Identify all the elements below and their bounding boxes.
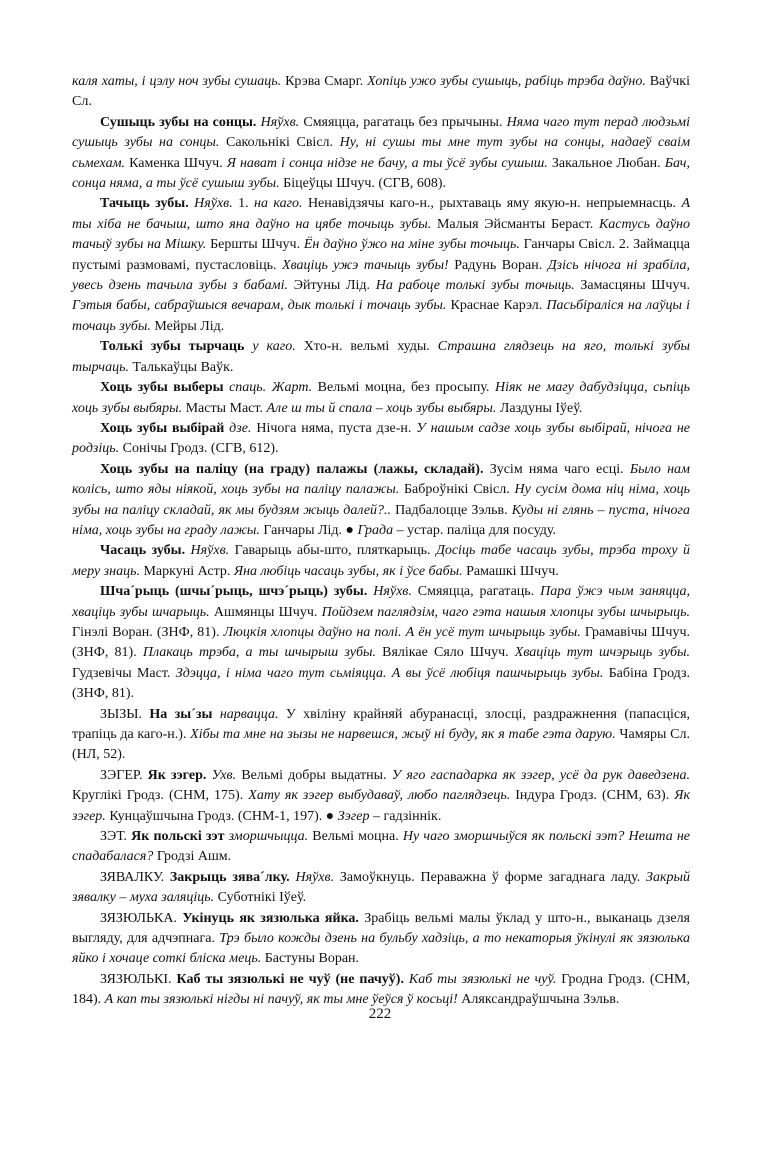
entries-column <box>72 72 690 1011</box>
italic-text: Няўхв. <box>260 114 300 130</box>
plain-text: Індура Гродз. (СНМ, 63). <box>510 788 675 804</box>
italic-text: Няўхв. <box>373 584 412 600</box>
italic-text: Плакаць трэба, а ты шчырыш зубы. <box>142 645 376 661</box>
plain-text: Кунцаўшчына Гродз. (СНМ-1, 197). ● <box>105 808 338 824</box>
italic-text: Пара ўжэ чым заняцца, хваціць зубы шчарыць. <box>72 584 690 620</box>
plain-text: Сонічы Гродз. (СГВ, 612). <box>119 441 279 457</box>
dictionary-entry <box>72 194 690 337</box>
plain-text: Эйтуны Лід. <box>288 278 376 294</box>
italic-text: Няўхв. <box>190 543 230 559</box>
plain-text: Хто-н. вельмі худы. <box>295 339 438 355</box>
plain-text: У хвіліну крайняй абуранасці, злосці, раздражнення (папасціся, трапіць да каго-н.). <box>72 706 691 742</box>
headword: Як зэгер. <box>147 767 207 783</box>
headword: Хоць зубы выбірай <box>100 420 225 436</box>
italic-text: Страшна глядзець на яго, толькі зубы тырчаць. <box>72 339 691 375</box>
plain-text: – гадзіннік. <box>369 808 442 824</box>
plain-text: Ненавідзячы каго-н., рыхтаваць яму якую-н. непрыемнасць. <box>302 196 682 212</box>
italic-text: Здэцца, і німа чаго тут сьміяцца. А вы ўсё любіця пашчырыць зубы. <box>175 665 604 681</box>
italic-text: Ну, ні сушы ты мне тут зубы на сонцы, надаеў сваім сьмехам. <box>72 135 691 171</box>
plain-text: Суботнікі Іўеў. <box>214 890 307 906</box>
headword: Каб ты зязюлькі не чуў (не пачуў). <box>176 971 404 987</box>
dictionary-entry <box>72 868 690 909</box>
plain-text: Ваўчкі Сл. <box>72 74 690 110</box>
italic-text: Няўхв. <box>295 869 335 885</box>
dictionary-entry <box>72 113 690 195</box>
dictionary-entry <box>72 460 690 542</box>
plain-text: Крэва Смарг. <box>281 74 368 89</box>
italic-text: Хібы та мне на зызы не нарвешся, жыў ні буду, як я табе гэта дарую. <box>190 727 616 742</box>
italic-text: Досіць табе часаць зубы, трэба троху й меру знаць. <box>72 543 691 579</box>
plain-text: ЗЭТ. <box>100 829 132 845</box>
plain-text: Мейры Лід. <box>150 318 225 334</box>
italic-text: Гэтыя бабы, сабраўшыся вечарам, дык толькі і точаць зубы. <box>72 298 447 314</box>
plain-text: Ашмянцы Шчуч. <box>209 604 322 620</box>
plain-text: Гаварыць абы-што, пляткарыць. <box>229 543 436 559</box>
dictionary-entry <box>72 827 690 868</box>
plain-text: Зусім няма чаго есці. <box>483 461 630 477</box>
italic-text: Ніяк не магу дабудзіцца, сьпіць хоць зубы выбяры. <box>72 380 691 416</box>
italic-text: А кап ты зязюлькі нігды ні пачуў, як ты мне ўеўся ў косьці! <box>104 992 458 1008</box>
plain-text: Грамавічы Шчуч. (ЗНФ, 81). <box>72 624 690 661</box>
italic-text: Хваціць тут шчэрыць зубы. <box>514 645 690 661</box>
plain-text: Біцеўцы Шчуч. (СГВ, 608). <box>279 176 446 192</box>
italic-text: Было нам колісь, што яды ніякой, хоць зубы на паліцу палажы. <box>72 461 690 498</box>
italic-text: спаць. Жарт. <box>229 380 313 396</box>
italic-text: Няўхв. <box>194 196 233 212</box>
italic-text: Але ш ты й спала – хоць зубы выбяры. <box>266 400 497 416</box>
italic-text: каля хаты, і цэлу ноч зубы сушаць. <box>72 74 282 89</box>
italic-text: Хопіць ужо зубы сушыць, рабіць трэба даўно. <box>367 74 646 89</box>
italic-text: Бач, сонца няма, а ты ўсё сушыш зубы. <box>72 155 690 192</box>
headword: Укінуць як зязюлька яйка. <box>182 910 359 926</box>
plain-text: Гродна Гродз. (СНМ, 184). <box>72 971 690 1008</box>
plain-text: Вялікае Сяло Шчуч. <box>376 645 515 661</box>
italic-text: Ну чаго зморшчыўся як польскі зэт? Нешта не спадабалася? <box>72 829 691 865</box>
headword: Шча´рыць (шчы´рыць, шчэ´рыць) зубы. <box>100 584 368 600</box>
plain-text: Круглікі Гродз. (СНМ, 175). <box>72 788 249 804</box>
dictionary-entry <box>72 582 690 704</box>
italic-text: зморшчыцца. <box>228 829 309 845</box>
headword: Як польскі зэт <box>131 829 225 845</box>
italic-text: Як зэгер. <box>72 788 690 824</box>
italic-text: У нашым садзе хоць зубы выбірай, нічога не родзіць. <box>72 420 691 457</box>
plain-text: Чамяры Сл. (НЛ, 52). <box>72 727 691 763</box>
plain-text <box>212 707 219 722</box>
plain-text: Бабіна Гродз. (ЗНФ, 81). <box>72 665 691 702</box>
plain-text: Нічога няма, пуста дзе-н. <box>251 420 417 436</box>
dictionary-entry <box>72 419 690 460</box>
plain-text: Закальное Любан. <box>547 155 665 171</box>
italic-text: Пойдзем паглядзім, чаго гэта нашыя хлопцы зубы шчырыць. <box>321 604 690 620</box>
headword: Тачыць зубы. <box>100 196 189 212</box>
italic-text: Яна любіць часаць зубы, як і ўсе бабы. <box>233 563 463 579</box>
italic-text: У яго гаспадарка як зэгер, усё да рук даведзена. <box>391 767 691 783</box>
plain-text: ЗЭГЕР. <box>100 767 148 783</box>
italic-text: на каго. <box>254 196 303 212</box>
italic-text: Люцкія хлопцы даўно на полі. А ён усё тут шчырыць зубы. <box>223 624 581 640</box>
italic-text: Дзісь нічога ні зрабіла, увесь дзень тачыла зубы з бабамі. <box>72 257 690 294</box>
dictionary-entry <box>72 378 690 419</box>
plain-text: Зрабіць вельмі малы ўклад у што-н., выканаць дзеля выгляду, для адчэпнага. <box>72 910 690 947</box>
dictionary-entry <box>72 337 690 378</box>
plain-text: Краснае Карэл. <box>446 298 547 314</box>
italic-text: Ухв. <box>211 767 237 783</box>
italic-text: Кастусь даўно тачыў зубы на Мішку. <box>72 216 690 253</box>
dictionary-entry <box>72 909 690 970</box>
italic-text: На рабоце толькі зубы точыць. <box>375 278 575 294</box>
plain-text: Вельмі моцна, без просыпу. <box>312 380 495 396</box>
italic-text: Пасьбіраліся на лаўцы і точаць зубы. <box>72 298 690 334</box>
headword: Хоць зубы выберы <box>100 380 224 396</box>
headword: Сушыць зубы на сонцы. <box>100 114 257 130</box>
headword: Часаць зубы. <box>100 543 186 559</box>
dictionary-entry <box>72 705 690 766</box>
plain-text: ЗЯЗЮЛЬКА. <box>100 910 183 926</box>
dictionary-entry <box>72 766 690 827</box>
dictionary-entry <box>72 541 690 582</box>
plain-text: Талькаўцы Ваўк. <box>128 359 234 375</box>
italic-text: Града <box>357 522 394 538</box>
plain-text: Ганчары Свісл. 2. Займацца пустымі размовамі, пустасловіць. <box>72 237 691 273</box>
italic-text: Хваціць ужэ тачыць зубы! <box>282 257 449 273</box>
italic-text: Каб ты зязюлькі не чуў. <box>408 971 557 987</box>
italic-text: А ты хіба не бачыш, што яна даўно на цябе точыць зубы. <box>72 196 690 232</box>
italic-text: Няма чаго тут перад людзьмі сушыць зубы на сонцы. <box>72 114 691 151</box>
plain-text: Замоўкнуць. Пераважна ў форме загаднага ладу. <box>334 869 647 885</box>
dictionary-entry <box>72 72 690 113</box>
plain-text: Лаздуны Іўеў. <box>496 400 583 416</box>
plain-text: ЗЫЗЫ. <box>100 706 150 722</box>
page-number: 222 <box>368 1006 392 1022</box>
plain-text: Аляксандраўшчына Зэльв. <box>457 992 620 1008</box>
plain-text: Масты Маст. <box>182 400 267 416</box>
italic-text: Трэ было кожды дзень на бульбу хадзіць, а то некаторыя ўкінулі як зязюлька яйко і хочаце соткі бліска мець. <box>72 931 690 967</box>
plain-text: Баброўнікі Свісл. <box>399 482 515 498</box>
italic-text: Хату як зэгер выбудаваў, любо паглядзець. <box>248 788 511 804</box>
plain-text: Гродзі Ашм. <box>153 849 232 865</box>
plain-text: Смяяцца, рагатаць. <box>411 584 541 600</box>
plain-text: Каменка Шчуч. <box>125 155 227 171</box>
italic-text: Ён даўно ўжо на міне зубы точыць. <box>303 237 520 253</box>
italic-text: Закрый зявалку – муха заляціць. <box>72 869 690 906</box>
italic-text: Я нават і сонца нідзе не бачу, а ты ўсё зубы сушыш. <box>226 155 548 171</box>
plain-text: ЗЯВАЛКУ. <box>100 869 170 885</box>
plain-text: Бершты Шчуч. <box>206 237 304 253</box>
plain-text: Бастуны Воран. <box>261 951 360 967</box>
plain-text: Рамашкі Шчуч. <box>462 563 559 579</box>
plain-text: ЗЯЗЮЛЬКІ. <box>100 971 177 987</box>
headword: На зы´зы <box>149 706 213 722</box>
plain-text: Сакольнікі Свісл. <box>219 135 340 151</box>
plain-text: Маркуні Астр. <box>139 563 234 579</box>
plain-text: Радунь Воран. <box>448 257 548 273</box>
plain-text: Смяяцца, рагатаць без прычыны. <box>299 114 507 130</box>
plain-text: Вельмі добры выдатны. <box>236 767 392 783</box>
headword: Толькі зубы тырчаць <box>100 339 245 355</box>
italic-text: нарвацца. <box>219 706 279 722</box>
plain-text: 1. <box>232 196 255 212</box>
italic-text: у каго. <box>252 339 296 355</box>
plain-text: Гінэлі Воран. (ЗНФ, 81). <box>72 624 224 640</box>
plain-text: – устар. паліца для посуду. <box>393 522 557 538</box>
plain-text: Малыя Эйсманты Бераст. <box>431 216 599 232</box>
plain-text: Гудзевічы Маст. <box>72 665 176 681</box>
italic-text: Куды ні глянь – пуста, нічога німа, хоць зубы на граду лажы. <box>72 502 690 538</box>
headword: Закрыць зява´лку. <box>169 869 290 885</box>
italic-text: Зэгер <box>337 808 370 824</box>
plain-text: Вельмі моцна. <box>308 829 403 845</box>
plain-text: Ганчары Лід. ● <box>259 522 358 538</box>
plain-text: Замасцяны Шчуч. <box>574 278 691 294</box>
italic-text: Ну сусім дома ніц німа, хоць зубы на паліцу складай, як мы будзям жыць далей?.. <box>72 482 690 518</box>
italic-text: дзе. <box>229 420 252 436</box>
plain-text: Падбалоцце Зэльв. <box>391 502 512 518</box>
headword: Хоць зубы на паліцу (на граду) палажы (лажы, складай). <box>100 461 484 477</box>
